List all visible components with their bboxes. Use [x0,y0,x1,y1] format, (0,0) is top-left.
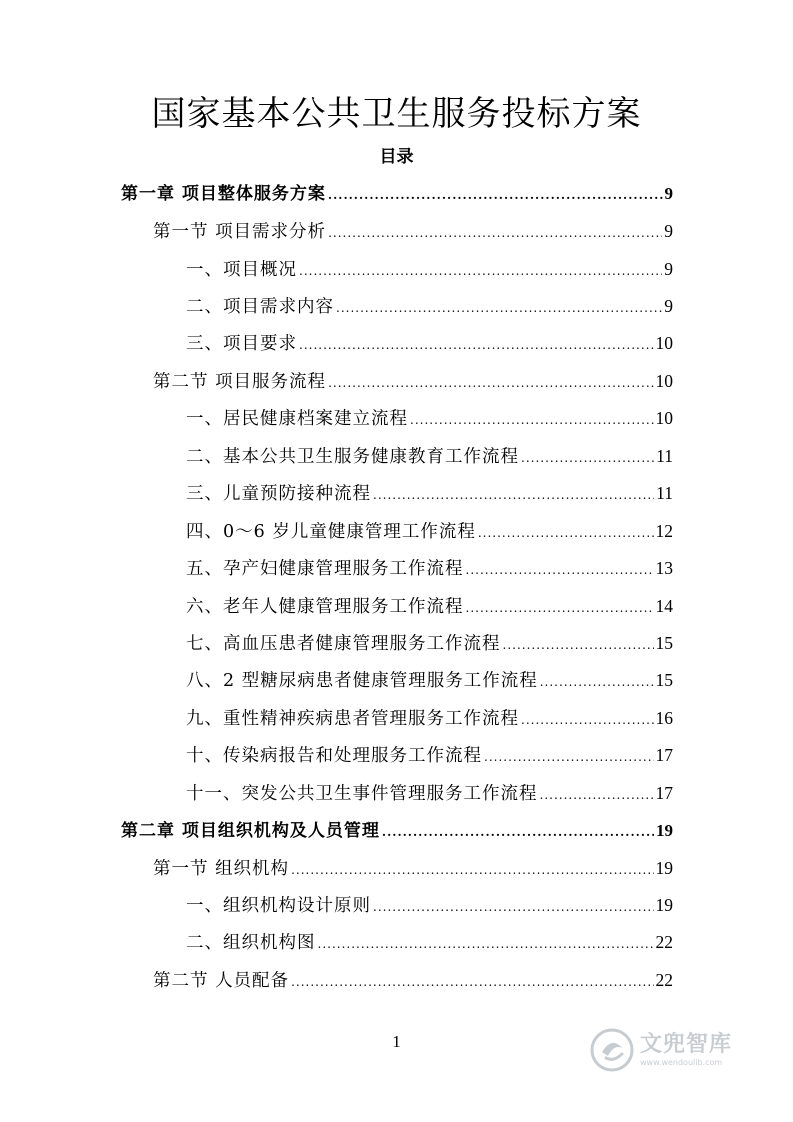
toc-dot-leader [299,333,654,357]
toc-entry-label: 十一、突发公共卫生事件管理服务工作流程 [186,783,538,804]
toc-heading: 目录 [379,147,414,167]
toc-entry-level-2[interactable] [153,369,673,395]
toc-entry-label: 三、项目要求 [186,334,297,355]
toc-entry-label: 第一节 项目需求分析 [153,222,327,243]
toc-entry-level-3[interactable] [186,481,673,507]
toc-entry-level-3[interactable] [186,706,673,732]
toc-row [0,438,793,475]
watermark-url: www.wendoulib.com [640,1058,723,1067]
toc-entry-page: 19 [656,820,673,840]
toc-row [0,476,793,513]
toc-dot-leader [328,221,662,245]
toc-entry-label: 二、组织机构图 [186,933,316,954]
watermark-name: 文兜智库 [640,1032,733,1057]
watermark [590,1022,770,1078]
toc-dot-leader [318,932,654,956]
toc-row [0,513,793,550]
toc-entry-label: 二、项目需求内容 [186,297,334,318]
toc-entry-level-3[interactable] [186,257,673,283]
document-title: 国家基本公共卫生服务投标方案 [151,94,642,134]
page-number: 1 [392,1032,401,1051]
toc-entry-page: 11 [656,483,673,504]
toc-entry-label: 一、组织机构设计原则 [186,896,371,917]
toc-row [0,176,793,213]
toc-dot-leader [291,858,653,882]
toc-entry-label: 第二节 人员配备 [153,970,290,991]
toc-entry-label: 第一节 组织机构 [153,858,290,879]
toc-entry-label: 第二节 项目服务流程 [153,371,327,392]
toc-row [0,401,793,438]
toc-entry-page: 15 [655,670,673,691]
toc-entry-label: 九、重性精神疾病患者管理服务工作流程 [186,708,519,729]
toc-entry-label: 六、老年人健康管理服务工作流程 [186,596,464,617]
toc-row [0,700,793,737]
toc-row [0,588,793,625]
toc-entry-label: 一、居民健康档案建立流程 [186,409,408,430]
toc-entry-page: 10 [655,333,673,354]
toc-dot-leader [299,259,662,283]
toc-entry-level-2[interactable] [153,968,673,994]
toc-entry-page: 9 [664,258,673,279]
toc-entry-label: 一、项目概况 [186,259,297,280]
toc-dot-leader [382,820,654,844]
toc-dot-leader [328,183,663,207]
toc-dot-leader [484,745,654,769]
toc-row [0,251,793,288]
toc-dot-leader [521,446,654,470]
toc-row [0,326,793,363]
toc-row [0,363,793,400]
toc-entry-level-3[interactable] [186,519,673,545]
toc-entry-level-2[interactable] [153,219,673,245]
toc-entry-page: 13 [655,558,673,579]
toc-row [0,850,793,887]
toc-dot-leader [336,296,662,320]
toc-dot-leader [328,371,653,395]
toc-entry-label: 十、传染病报告和处理服务工作流程 [186,746,482,767]
toc-entry-label: 八、2 型糖尿病患者健康管理服务工作流程 [186,671,538,692]
toc-entry-level-3[interactable] [186,294,673,320]
toc-row [0,663,793,700]
toc-entry-level-2[interactable] [153,856,673,882]
toc-entry-page: 22 [655,969,673,990]
toc-entry-page: 19 [655,895,673,916]
toc-row [0,812,793,849]
toc-entry-level-3[interactable] [186,331,673,357]
toc-entry-level-3[interactable] [186,893,673,919]
toc-entry-level-3[interactable] [186,781,673,807]
toc-entry-page: 22 [655,932,673,953]
toc-entry-page: 9 [664,221,673,242]
toc-entry-level-1[interactable] [121,819,673,844]
toc-entry-page: 15 [655,632,673,653]
toc-entry-level-1[interactable] [121,182,673,207]
toc-entry-level-3[interactable] [186,631,673,657]
toc-dot-leader [466,596,654,620]
toc-entry-page: 12 [655,520,673,541]
toc-entry-label: 二、基本公共卫生服务健康教育工作流程 [186,446,519,467]
toc-dot-leader [478,521,654,545]
toc-dot-leader [540,783,654,807]
toc-entry-level-3[interactable] [186,556,673,582]
toc-row [0,625,793,662]
watermark-logo-icon [590,1028,634,1072]
toc-entry-page: 16 [655,707,673,728]
toc-row [0,288,793,325]
toc-entry-level-3[interactable] [186,406,673,432]
toc-row [0,887,793,924]
toc-entry-label: 第一章 项目整体服务方案 [121,184,326,205]
toc-dot-leader [521,708,654,732]
toc-dot-leader [373,895,654,919]
toc-dot-leader [291,970,653,994]
toc-entry-page: 17 [655,782,673,803]
toc-entry-page: 10 [655,370,673,391]
toc-entry-level-3[interactable] [186,930,673,956]
toc-row [0,550,793,587]
toc-row [0,213,793,250]
toc-entry-page: 19 [655,857,673,878]
toc-entry-page: 17 [655,745,673,766]
toc-entry-page: 10 [655,408,673,429]
toc-entry-page: 9 [664,296,673,317]
toc-entry-label: 第二章 项目组织机构及人员管理 [121,820,380,841]
toc-dot-leader [410,408,654,432]
toc-entry-level-3[interactable] [186,594,673,620]
toc-row [0,738,793,775]
toc-dot-leader [373,483,654,507]
toc-row [0,775,793,812]
toc-dot-leader [503,633,654,657]
toc-entry-label: 五、孕产妇健康管理服务工作流程 [186,559,464,580]
toc-dot-leader [540,670,654,694]
toc-entry-page: 11 [656,445,673,466]
toc-entry-level-3[interactable] [186,444,673,470]
toc-entry-level-3[interactable] [186,668,673,694]
toc-entry-page: 9 [664,184,673,204]
toc-entry-label: 七、高血压患者健康管理服务工作流程 [186,633,501,654]
toc-entry-label: 四、0～6 岁儿童健康管理工作流程 [186,521,476,542]
toc-row [0,925,793,962]
toc-row [0,962,793,999]
toc-entry-label: 三、儿童预防接种流程 [186,484,371,505]
toc-dot-leader [466,558,654,582]
toc-entry-level-3[interactable] [186,743,673,769]
toc-entry-page: 14 [655,595,673,616]
table-of-contents [0,176,793,1000]
